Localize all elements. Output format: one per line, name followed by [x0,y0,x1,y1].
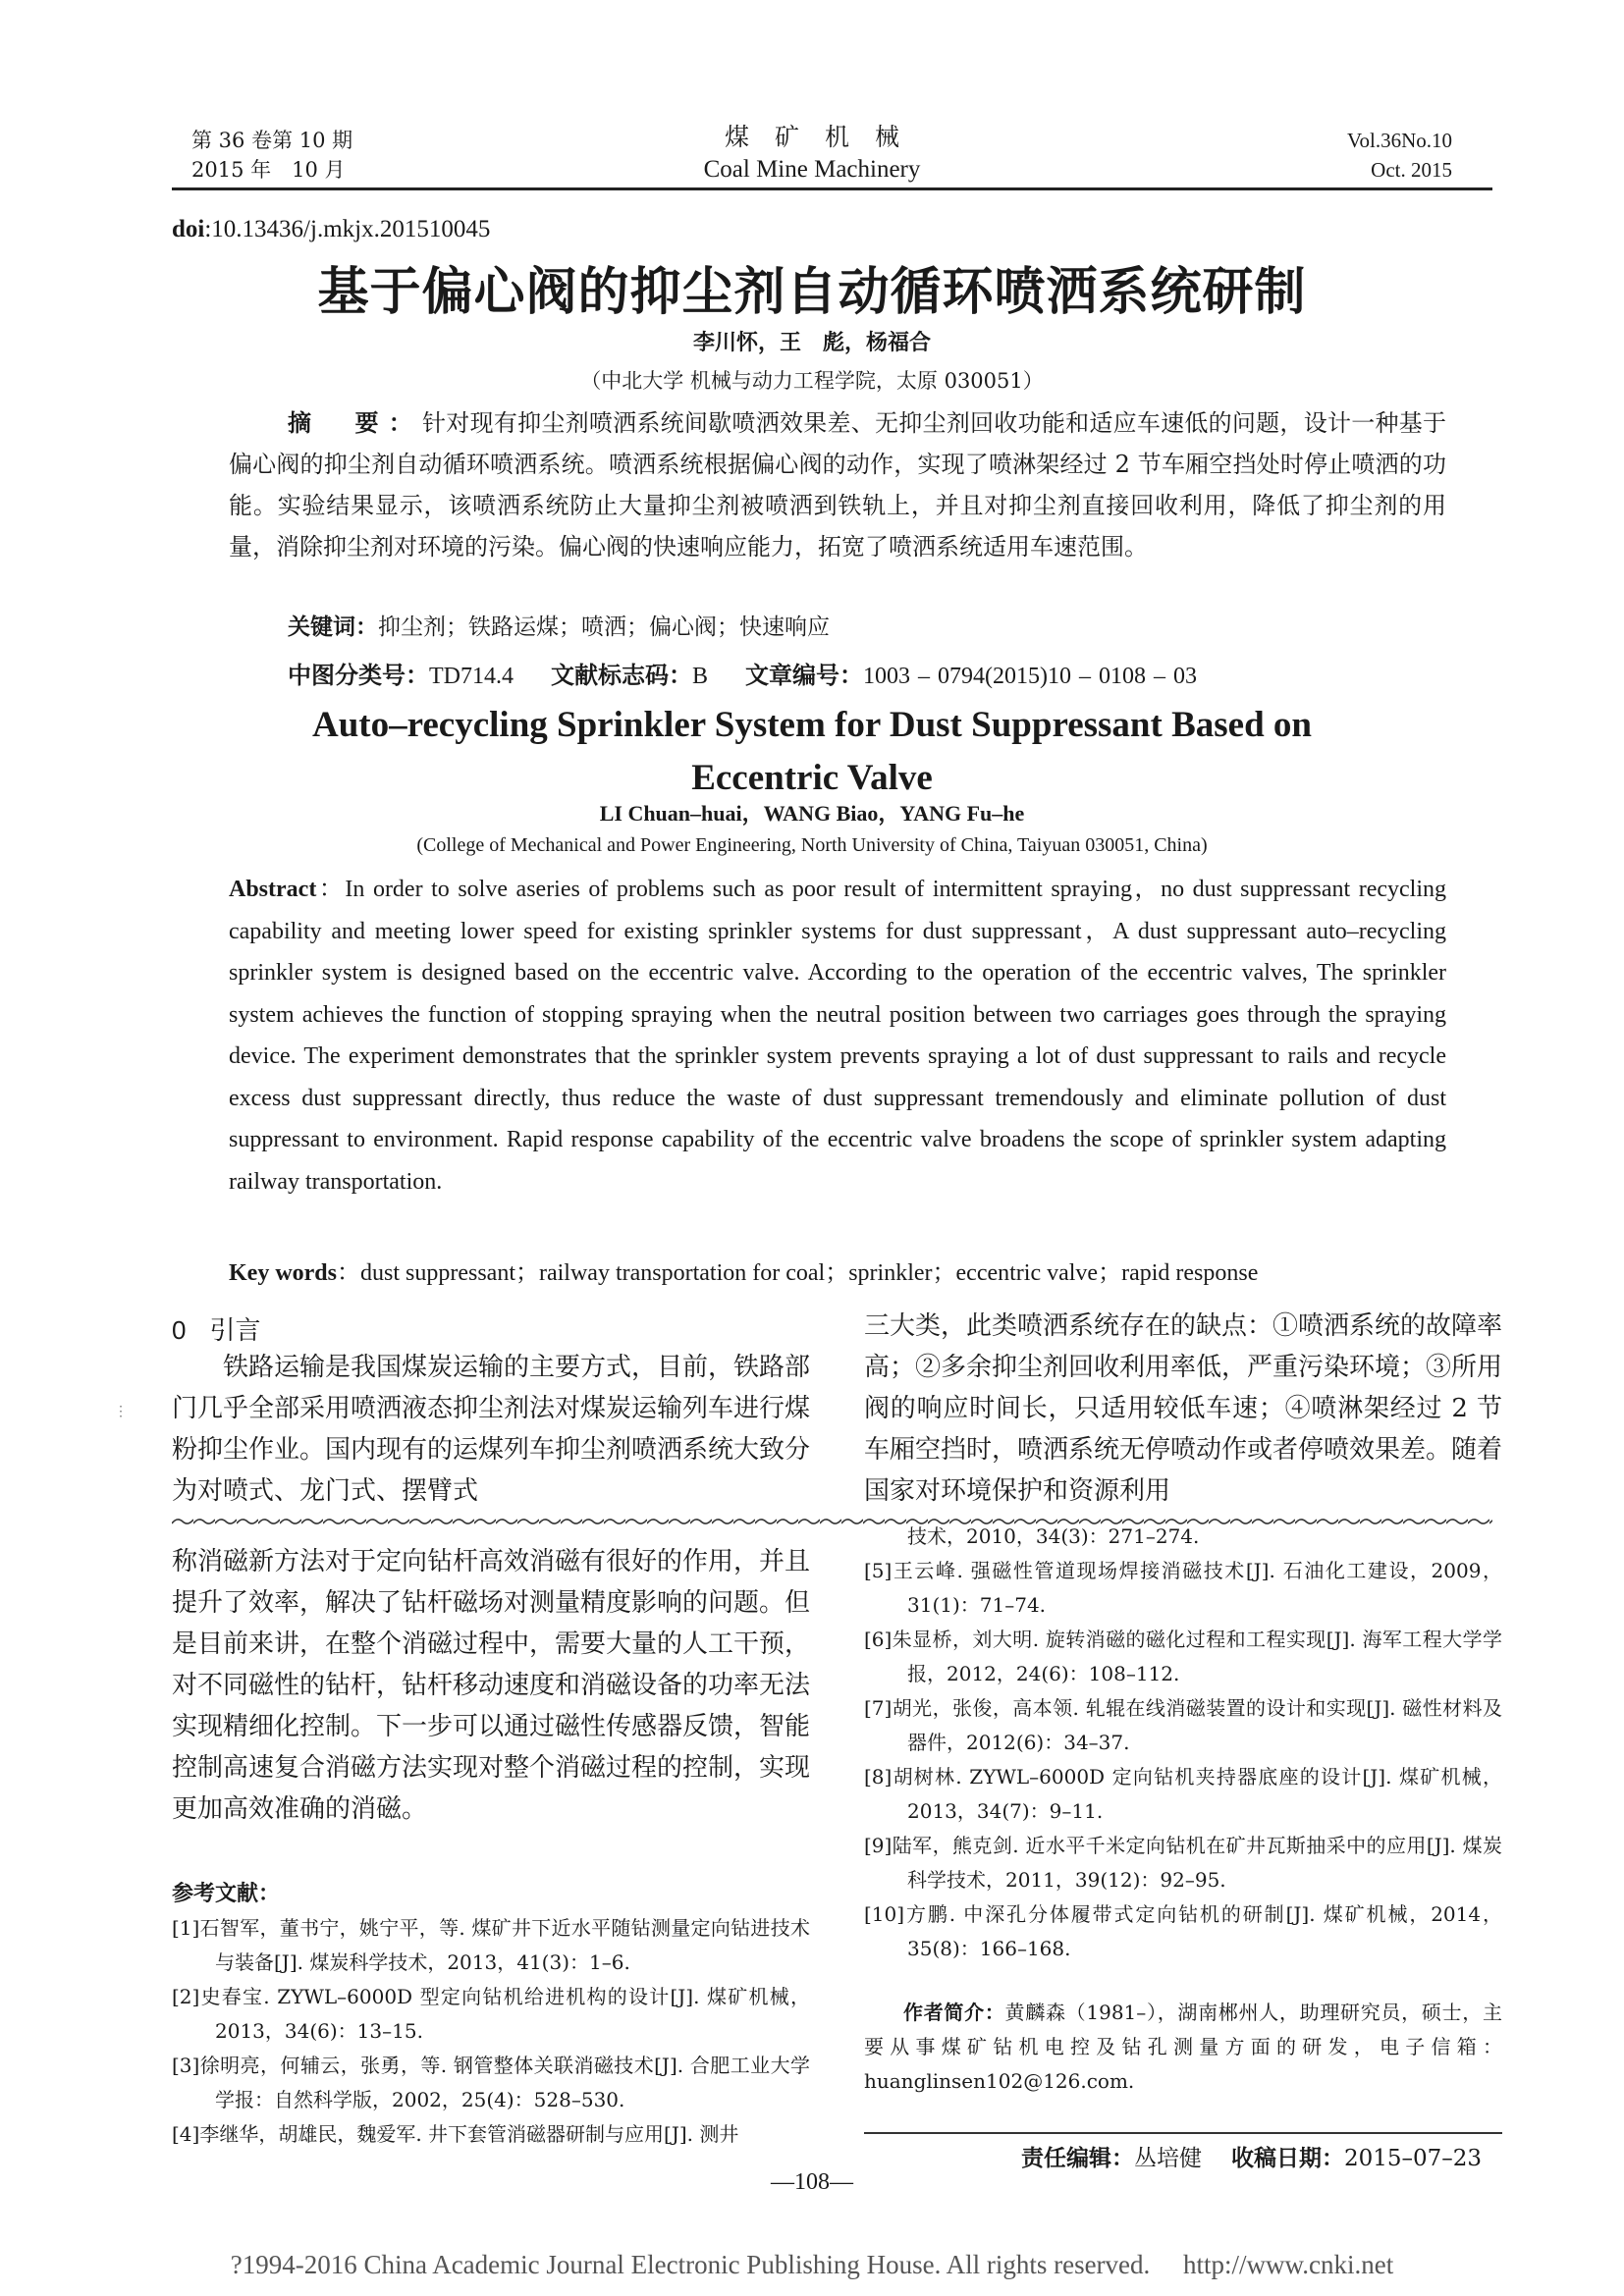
abstract-cn [229,402,1446,567]
reference-6: [6]朱显桥，刘大明. 旋转消磁的磁化过程和工程实现[J]. 海军工程大学学报，2012，24(6)：108–112. [864,1628,1502,1685]
title-en-line1: Auto–recycling Sprinkler System for Dust Suppressant Based on [312,705,1312,745]
article-number-value: 1003 – 0794(2015)10 – 0108 – 03 [863,664,1197,689]
doi-label: doi [172,216,205,242]
references-heading: 参考文献： [172,1882,281,1906]
intro-number: 0 [172,1315,187,1345]
margin-mark: ⋮ [114,1404,128,1419]
intro-heading [172,1310,810,1347]
reference-4: [4]李继华，胡雄民，魏爱军. 井下套管消磁器研制与应用[J]. 测井 [172,2122,739,2146]
intro-right-paragraph: 三大类，此类喷洒系统存在的缺点：①喷洒系统的故障率高；②多余抑尘剂回收利用率低，严重污染环境；③所用阀的响应时间长，只适用较低车速；④喷淋架经过 2 节车厢空挡时，喷洒系统无停喷动作或者停喷效果差。随着国家对环境保护和资源利用 [864,1311,1503,1506]
affiliation-cn: （中北大学 机械与动力工程学院，太原 030051） [580,369,1044,393]
doc-code-value: B [692,664,709,689]
reference-5: [5]王云峰. 强磁性管道现场焊接消磁技术[J]. 石油化工建设，2009，31(1)：71–74. [864,1559,1502,1617]
keywords-cn-label: 关键词： [288,614,378,640]
clc-label: 中图分类号： [288,662,429,689]
doi-line [172,216,490,243]
reference-7: [7]胡光，张俊，高本领. 轧辊在线消磁装置的设计和实现[J]. 磁性材料及器件，2012(6)：34–37. [864,1696,1502,1754]
abstract-cn-label: 摘 要： [288,409,423,437]
editor-label: 责任编辑： [1021,2146,1134,2171]
intro-left-paragraph: 铁路运输是我国煤炭运输的主要方式，目前，铁路部门几乎全部采用喷洒液态抑尘剂法对煤炭运输列车进行煤粉抑尘作业。国内现有的运煤列车抑尘剂喷洒系统大致分为对喷式、龙门式、摆臂式 [172,1353,811,1506]
affiliation-en: (College of Mechanical and Power Engineering, North University of China, Taiyuan 030051, China) [416,834,1208,856]
abstract-en-text: ：In order to solve aseries of problems such as poor result of intermittent spraying，no dust suppressant recycling capability and meeting lower speed for existing sprinkler systems for dust suppressant，A dust suppressant auto–recycling sprinkler system is designed based on the eccentric valve. According to the operation of the eccentric valves, The sprinkler system achieves the function of stopping spraying when the neutral position between two carriages goes through the spraying device. The experiment demonstrates that the sprinkler system prevents spraying a lot of dust suppressant to rails and recycle excess dust suppressant directly, thus reduce the waste of dust suppressant tremendously and eliminate pollution of dust suppressant to environment. Rapid response capability of the eccentric valve broadens the scope of sprinkler system adapting railway transportation. [229,877,1446,1195]
references-left [172,1911,810,2152]
received-value: 2015–07–23 [1344,2146,1483,2171]
abstract-en-label: Abstract [229,877,317,902]
volume-issue-en: Vol.36No.10 [1347,129,1452,152]
date-en: Oct. 2015 [1371,158,1452,182]
title-cn: 基于偏心阀的抑尘剂自动循环喷洒系统研制 [317,263,1307,322]
author-bio [864,1996,1502,2099]
abstract-en [229,869,1446,1202]
intro-heading-text: 引言 [209,1316,261,1346]
author-bio-label: 作者简介： [903,2001,1005,2024]
previous-article-conclusion: 称消磁新方法对于定向钻杆高效消磁有很好的作用，并且提升了效率，解决了钻杆磁场对测量精度影响的问题。但是目前来讲，在整个消磁过程中，需要大量的人工干预，对不同磁性的钻杆，钻杆移动速度和消磁设备的功率无法实现精细化控制。下一步可以通过磁性传感器反馈，智能控制高速复合消磁方法实现对整个消磁过程的控制，实现更加高效准确的消磁。 [172,1547,811,1824]
reference-2: [2]史春宝. ZYWL–6000D 型定向钻机给进机构的设计[J]. 煤矿机械，2013，34(6)：13–15. [172,1985,810,2043]
reference-4-cont: 技术，2010，34(3)：271–274. [907,1524,1200,1548]
clc-value: TD714.4 [429,664,514,689]
keywords-cn-text: 抑尘剂；铁路运煤；喷洒；偏心阀；快速响应 [378,614,830,640]
journal-name-cn: 煤矿机械 [724,123,925,151]
reference-9: [9]陆军，熊克剑. 近水平千米定向钻机在矿井瓦斯抽采中的应用[J]. 煤炭科学技术，2011，39(12)：92–95. [864,1834,1502,1892]
title-en-line2: Eccentric Valve [691,758,933,798]
title-en [0,699,1624,805]
received-label: 收稿日期： [1231,2146,1344,2171]
keywords-en [229,1253,1446,1287]
volume-issue-cn: 第 36 卷第 10 期 [191,129,353,152]
keywords-en-label: Key words [229,1260,337,1286]
references-right [864,1520,1502,1966]
editor-line [1021,2140,1482,2172]
abstract-cn-text: 针对现有抑尘剂喷洒系统间歇喷洒效果差、无抑尘剂回收功能和适应车速低的问题，设计一种基于偏心阀的抑尘剂自动循环喷洒系统。喷洒系统根据偏心阀的动作，实现了喷淋架经过 2 节车厢空挡处时停止喷洒的功能。实验结果显示，该喷洒系统防止大量抑尘剂被喷洒到铁轨上，并且对抑尘剂直接回收利用，降低了抑尘剂的用量，消除抑尘剂对环境的污染。偏心阀的快速响应能力，拓宽了喷洒系统适用车速范围。 [229,409,1447,561]
editor-value: 丛培健 [1134,2146,1202,2171]
reference-8: [8]胡树林. ZYWL–6000D 定向钻机夹持器底座的设计[J]. 煤矿机械，2013，34(7)：9–11. [864,1765,1502,1823]
bio-rule [864,2132,1502,2134]
classification-line [288,656,1197,690]
reference-10: [10]方鹏. 中深孔分体履带式定向钻机的研制[J]. 煤矿机械，2014，35(8)：166–168. [864,1902,1502,1960]
keywords-en-text: ：dust suppressant；railway transportation for coal；sprinkler；eccentric valve；rapid response [337,1260,1259,1286]
reference-1: [1]石智军，董书宁，姚宁平，等. 煤矿井下近水平随钻测量定向钻进技术与装备[J]. 煤炭科学技术，2013，41(3)：1–6. [172,1916,810,1974]
page-number: —108— [771,2169,853,2195]
article-number-label: 文章编号： [745,662,864,689]
authors-en: LI Chuan–huai，WANG Biao，YANG Fu–he [599,801,1025,826]
copyright-footer[interactable]: ?1994-2016 China Academic Journal Electronic Publishing House. All rights reserved. http://www.cnki.net [230,2250,1394,2279]
author-bio-text: 黄麟森（1981–），湖南郴州人，助理研究员，硕士，主要从事煤矿钻机电控及钻孔测量方面的研发，电子信箱：huanglinsen102@126.com. [864,2001,1503,2093]
header-volume-issue-en [1347,126,1452,185]
header-rule [172,187,1492,190]
keywords-cn [288,609,830,641]
authors-cn: 李川怀，王 彪，杨福合 [692,331,931,355]
reference-3: [3]徐明亮，何辅云，张勇，等. 钢管整体关联消磁技术[J]. 合肥工业大学学报：自然科学版，2002，25(4)：528–530. [172,2054,810,2111]
date-cn: 2015 年 10 月 [191,158,346,182]
journal-name-en: Coal Mine Machinery [703,156,921,183]
doc-code-label: 文献标志码： [551,662,692,689]
doi-value[interactable]: :10.13436/j.mkjx.201510045 [204,216,491,242]
